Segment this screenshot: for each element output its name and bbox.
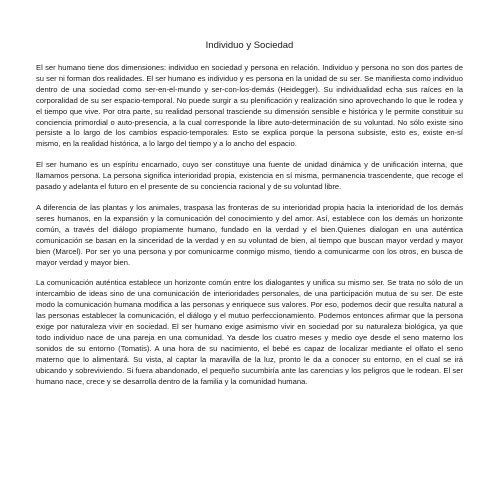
paragraph-4: La comunicación auténtica establece un horizonte común entre los dialogantes y unifica su mismo ser. Se trata no sólo de un intercambio de ideas sino de una comunicación de interioridades personales, de una participación mutua de su ser. De este modo la comunicación humana modifica a las personas y enriquece sus valores. Por eso, podemos decir que resulta natural a las personas establecer la comunicación, el diálogo y el mutuo perfeccionamiento. Podemos entonces afirmar que la persona exige por naturaleza vivir en sociedad. El ser humano exige asimismo vivir en sociedad por su naturaleza biológica, ya que todo individuo nace de una pareja en una comunidad. Ya desde los cuatro meses y medio oye desde el seno materno los sonidos de su entorno (Tomatis). A una hora de su nacimiento, el bebé es capaz de localizar mediante el olfato el seno materno que lo alimentará. Su vista, al captar la maravilla de la luz, pronto le da a conocer su entorno, en el cual se irá ubicando y sobreviviendo. Si fuera abandonado, el pequeño sucumbiría ante las carencias y los peligros que le rodean. El ser humano nace, crece y se desarrolla dentro de la familia y la comunidad humana. — [36, 278, 463, 386]
document-page — [36, 40, 463, 397]
paragraph-1: El ser humano tiene dos dimensiones: individuo en sociedad y persona en relación. Individuo y persona no son dos partes de su ser ni forman dos realidades. El ser humano es individuo y es persona en la unidad de su ser. Se manifiesta como individuo dentro de una sociedad como ser-en-el-mundo y ser-con-los-demás (Heidegger). Su individualidad echa sus raíces en la corporalidad de su ser espacio-temporal. No puede surgir a su plenificación y realización sino aprovechando lo que le rodea y el tiempo que vive. Por otra parte, su realidad personal trasciende su dimensión sensible e histórica y le permite constituir su conciencia primordial o auto-presencia, a la cual corresponde la libre auto-determinación de su voluntad. No sólo existe sino persiste a lo largo de los cambios espacio-temporales. Esto se explica porque la persona subsiste, esto es, existe en-sí mismo, en la realidad histórica, a lo largo del tiempo y a lo ancho del espacio. — [36, 63, 463, 149]
document-title: Individuo y Sociedad — [205, 40, 294, 51]
paragraph-2: El ser humano es un espíritu encarnado, cuyo ser constituye una fuente de unidad dinámica y de unificación interna, que llamamos persona. La persona significa interioridad propia, existencia en sí misma, permanencia trascendente, que recoge el pasado y adelanta el futuro en el presente de su conciencia racional y de su voluntad libre. — [36, 160, 463, 192]
paragraph-3: A diferencia de las plantas y los animales, traspasa las fronteras de su interioridad propia hacia la interioridad de los demás seres humanos, en la expansión y la comunicación del conocimiento y del amor. Así, establece con los demás un horizonte común, a través del diálogo propiamente humano, fundado en la verdad y el bien.Quienes dialogan en una auténtica comunicación se basan en la sinceridad de la verdad y en su voluntad de bien, al tiempo que buscan mayor verdad y mayor bien (Marcel). Por ser yo una persona y por comunicarme conmigo mismo, tiendo a comunicarme con los otros, en busca de mayor verdad y mayor bien. — [36, 202, 463, 267]
